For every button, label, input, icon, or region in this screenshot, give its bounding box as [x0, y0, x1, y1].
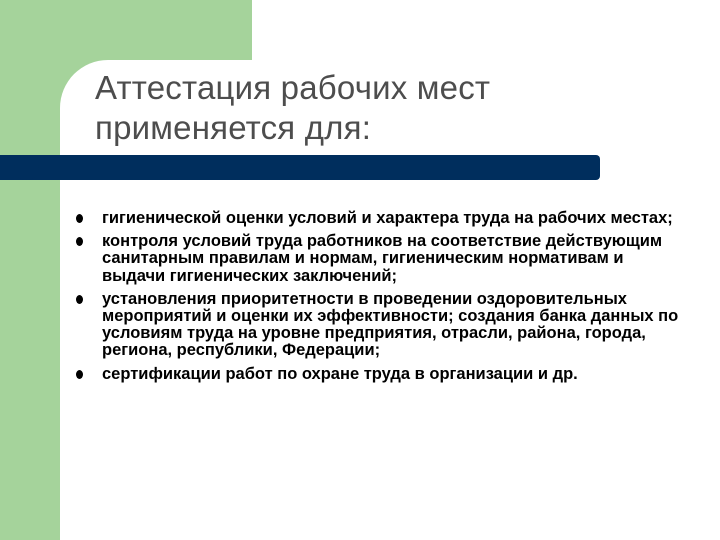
bullet-dot-icon — [76, 237, 83, 246]
bullet-text-2: контроля условий труда работников на соответствие действующим санитарным правилам и нормам, гигиеническим нормативам и выдачи гигиенических заключений; — [102, 232, 663, 285]
slide-title-line-1: Аттестация рабочих мест — [95, 69, 491, 106]
bullet-item-3 — [76, 291, 686, 360]
decorative-green-strip — [0, 0, 60, 540]
bullet-dot-icon — [76, 370, 83, 379]
bullet-text-3: установления приоритетности в проведении оздоровительных мероприятий и оценки их эффективности; создания банка данных по условиям труда на уровне предприятия, отрасли, района, города, региона, республики, Федерации; — [102, 289, 679, 360]
title-underline-bar — [0, 155, 600, 180]
bullet-dot-icon — [76, 295, 83, 304]
bullet-item-1 — [76, 210, 686, 227]
bullet-text-1: гигиенической оценки условий и характера труда на рабочих местах; — [102, 209, 673, 227]
slide-title-line-2: применяется для: — [95, 109, 372, 146]
title-bar-round-cap — [14, 155, 39, 180]
bullet-text-4: сертификации работ по охране труда в организации и др. — [102, 364, 578, 383]
bullet-item-2 — [76, 233, 686, 285]
slide-title — [95, 68, 655, 148]
bullet-list — [76, 210, 686, 389]
bullet-item-4 — [76, 366, 686, 383]
bullet-dot-icon — [76, 214, 83, 223]
